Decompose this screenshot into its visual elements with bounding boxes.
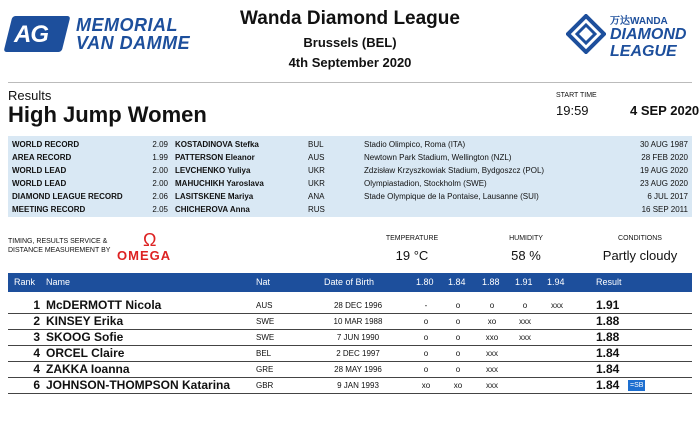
nat-cell: AUS: [256, 301, 273, 310]
attempt-cell: o: [489, 301, 495, 310]
record-row: [8, 204, 692, 216]
athlete-name: SKOOG Sofie: [46, 330, 124, 344]
record-label: DIAMOND LEAGUE RECORD: [12, 192, 123, 201]
attempt-cell: o: [423, 317, 429, 326]
rank-cell: 2: [33, 314, 40, 328]
record-label: AREA RECORD: [12, 153, 72, 162]
attempt-cell: -: [424, 301, 428, 310]
record-value: 2.00: [152, 166, 168, 175]
col-rank: Rank: [14, 277, 36, 287]
omega-icon: Ω: [143, 230, 157, 250]
attempt-cell: o: [455, 301, 461, 310]
records-panel: [8, 136, 692, 217]
rank-cell: 6: [33, 378, 40, 392]
nat-cell: GBR: [256, 381, 274, 390]
attempt-cell: xxx: [519, 317, 531, 326]
col-result: Result: [596, 277, 622, 287]
nat-cell: GRE: [256, 365, 274, 374]
results-table-body: [8, 298, 692, 394]
attempt-cell: o: [455, 333, 461, 342]
table-row: [8, 362, 692, 378]
attempt-cell: o: [455, 365, 461, 374]
start-time: 19:59: [556, 103, 589, 118]
record-nat: RUS: [308, 205, 325, 214]
attempt-cell: o: [522, 301, 528, 310]
temperature-value: 19 °C: [395, 248, 429, 263]
dob-cell: 9 JAN 1993: [337, 381, 379, 390]
table-row: [8, 346, 692, 362]
diamond-icon: [566, 14, 606, 54]
col-height-1: 1.80: [416, 277, 434, 287]
attempt-cell: xo: [421, 381, 431, 390]
attempt-cell: xxo: [485, 333, 499, 342]
record-row: [8, 139, 692, 151]
athlete-name: JOHNSON-THOMPSON Katarina: [46, 378, 231, 392]
record-date: 16 SEP 2011: [641, 205, 688, 214]
result-cell: 1.84: [596, 362, 620, 376]
col-height-3: 1.88: [482, 277, 500, 287]
record-row: [8, 178, 692, 190]
col-height-4: 1.91: [515, 277, 533, 287]
record-value: 1.99: [152, 153, 168, 162]
humidity-label: HUMIDITY: [509, 235, 543, 242]
omega-logo-text: OMEGA: [117, 248, 172, 263]
record-value: 2.09: [152, 140, 168, 149]
record-label: WORLD LEAD: [12, 179, 67, 188]
record-value: 2.06: [152, 192, 168, 201]
record-date: 19 AUG 2020: [639, 166, 688, 175]
table-row: [8, 330, 692, 346]
table-row: [8, 378, 692, 394]
attempt-cell: xxx: [551, 301, 563, 310]
record-date: 30 AUG 1987: [639, 140, 688, 149]
record-athlete: LASITSKENE Mariya: [175, 192, 254, 201]
record-athlete: LEVCHENKO Yuliya: [175, 166, 251, 175]
ag-logo-text: AG: [14, 21, 48, 48]
record-value: 2.00: [152, 179, 168, 188]
timing-line-2: DISTANCE MEASUREMENT BY: [8, 247, 111, 254]
col-height-5: 1.94: [547, 277, 565, 287]
attempt-cell: o: [455, 317, 461, 326]
meeting-date: 4th September 2020: [288, 55, 412, 70]
event-date: 4 SEP 2020: [630, 103, 700, 118]
attempt-cell: xxx: [486, 365, 498, 374]
van-damme-line: VAN DAMME: [76, 33, 191, 53]
event-title: High Jump Women: [8, 102, 207, 127]
nat-cell: SWE: [256, 317, 275, 326]
conditions-value: Partly cloudy: [602, 248, 678, 263]
result-cell: 1.84: [596, 346, 620, 360]
record-athlete: CHICHEROVA Anna: [175, 205, 250, 214]
temperature-label: TEMPERATURE: [385, 235, 439, 242]
record-venue: Stade Olympique de la Pontaise, Lausanne (SUI): [364, 192, 539, 201]
diamond-league-logo: [560, 8, 700, 78]
attempt-cell: xxx: [519, 333, 531, 342]
results-table-header: [8, 273, 692, 292]
table-row: [8, 314, 692, 330]
result-cell: 1.91: [596, 298, 620, 312]
nat-cell: SWE: [256, 333, 275, 342]
athlete-name: KINSEY Erika: [46, 314, 124, 328]
attempt-cell: xo: [487, 317, 497, 326]
record-athlete: PATTERSON Eleanor: [175, 153, 255, 162]
attempt-cell: o: [455, 349, 461, 358]
record-row: [8, 191, 692, 203]
record-row: [8, 152, 692, 164]
season-best-badge: =SB: [630, 382, 644, 389]
results-label: Results: [8, 88, 52, 103]
record-nat: BUL: [308, 140, 324, 149]
col-dob: Date of Birth: [324, 277, 375, 287]
memorial-line: MEMORIAL: [76, 15, 178, 35]
record-athlete: MAHUCHIKH Yaroslava: [175, 179, 264, 188]
attempt-cell: xo: [453, 381, 463, 390]
record-date: 23 AUG 2020: [639, 179, 688, 188]
athlete-name: ZAKKA Ioanna: [46, 362, 130, 376]
record-label: WORLD RECORD: [12, 140, 80, 149]
dob-cell: 7 JUN 1990: [336, 333, 380, 342]
record-venue: Zdzisław Krzyszkowiak Stadium, Bydgoszcz (POL): [364, 166, 545, 175]
table-row: [8, 298, 692, 314]
attempt-cell: o: [423, 365, 429, 374]
record-athlete: KOSTADINOVA Stefka: [175, 140, 259, 149]
result-cell: 1.88: [596, 314, 620, 328]
rank-cell: 1: [33, 298, 40, 312]
record-label: MEETING RECORD: [12, 205, 86, 214]
record-value: 2.05: [152, 205, 168, 214]
record-venue: Stadio Olimpico, Roma (ITA): [364, 140, 466, 149]
record-nat: ANA: [308, 192, 325, 201]
attempt-cell: xxx: [486, 349, 498, 358]
diamond-line: DIAMOND: [610, 26, 687, 43]
meeting-title: Wanda Diamond League: [240, 8, 460, 29]
dob-cell: 2 DEC 1997: [336, 349, 380, 358]
rank-cell: 3: [33, 330, 40, 344]
humidity-value: 58 %: [511, 248, 541, 263]
conditions-label: CONDITIONS: [618, 235, 662, 242]
record-date: 6 JUL 2017: [647, 192, 688, 201]
col-nat: Nat: [256, 277, 271, 287]
start-time-label: START TIME: [556, 92, 597, 99]
record-nat: UKR: [308, 166, 325, 175]
diamond-league-text: [610, 26, 686, 60]
record-nat: UKR: [308, 179, 325, 188]
nat-cell: BEL: [256, 349, 272, 358]
athlete-name: McDERMOTT Nicola: [46, 298, 162, 312]
attempt-cell: o: [423, 333, 429, 342]
result-cell: 1.88: [596, 330, 620, 344]
dob-cell: 28 DEC 1996: [333, 301, 383, 310]
record-venue: Olympiastadion, Stockholm (SWE): [364, 179, 487, 188]
record-label: WORLD LEAD: [12, 166, 67, 175]
attempt-cell: o: [423, 349, 429, 358]
attempt-cell: xxx: [486, 381, 498, 390]
wanda-sponsor-text: 万达WANDA: [610, 16, 668, 27]
dob-cell: 10 MAR 1988: [333, 317, 383, 326]
record-venue: Newtown Park Stadium, Wellington (NZL): [364, 153, 512, 162]
record-row: [8, 165, 692, 177]
rank-cell: 4: [33, 346, 40, 360]
meeting-city: Brussels (BEL): [303, 35, 397, 50]
timing-credit: [8, 237, 110, 255]
athlete-name: ORCEL Claire: [46, 346, 125, 360]
league-line: LEAGUE: [610, 43, 677, 60]
header-divider: [8, 82, 692, 83]
record-nat: AUS: [308, 153, 325, 162]
record-date: 28 FEB 2020: [641, 153, 688, 162]
col-height-2: 1.84: [448, 277, 466, 287]
rank-cell: 4: [33, 362, 40, 376]
col-name: Name: [46, 277, 71, 287]
result-cell: 1.84: [596, 378, 620, 392]
timing-line-1: TIMING, RESULTS SERVICE &: [8, 238, 108, 245]
dob-cell: 28 MAY 1996: [334, 365, 382, 374]
